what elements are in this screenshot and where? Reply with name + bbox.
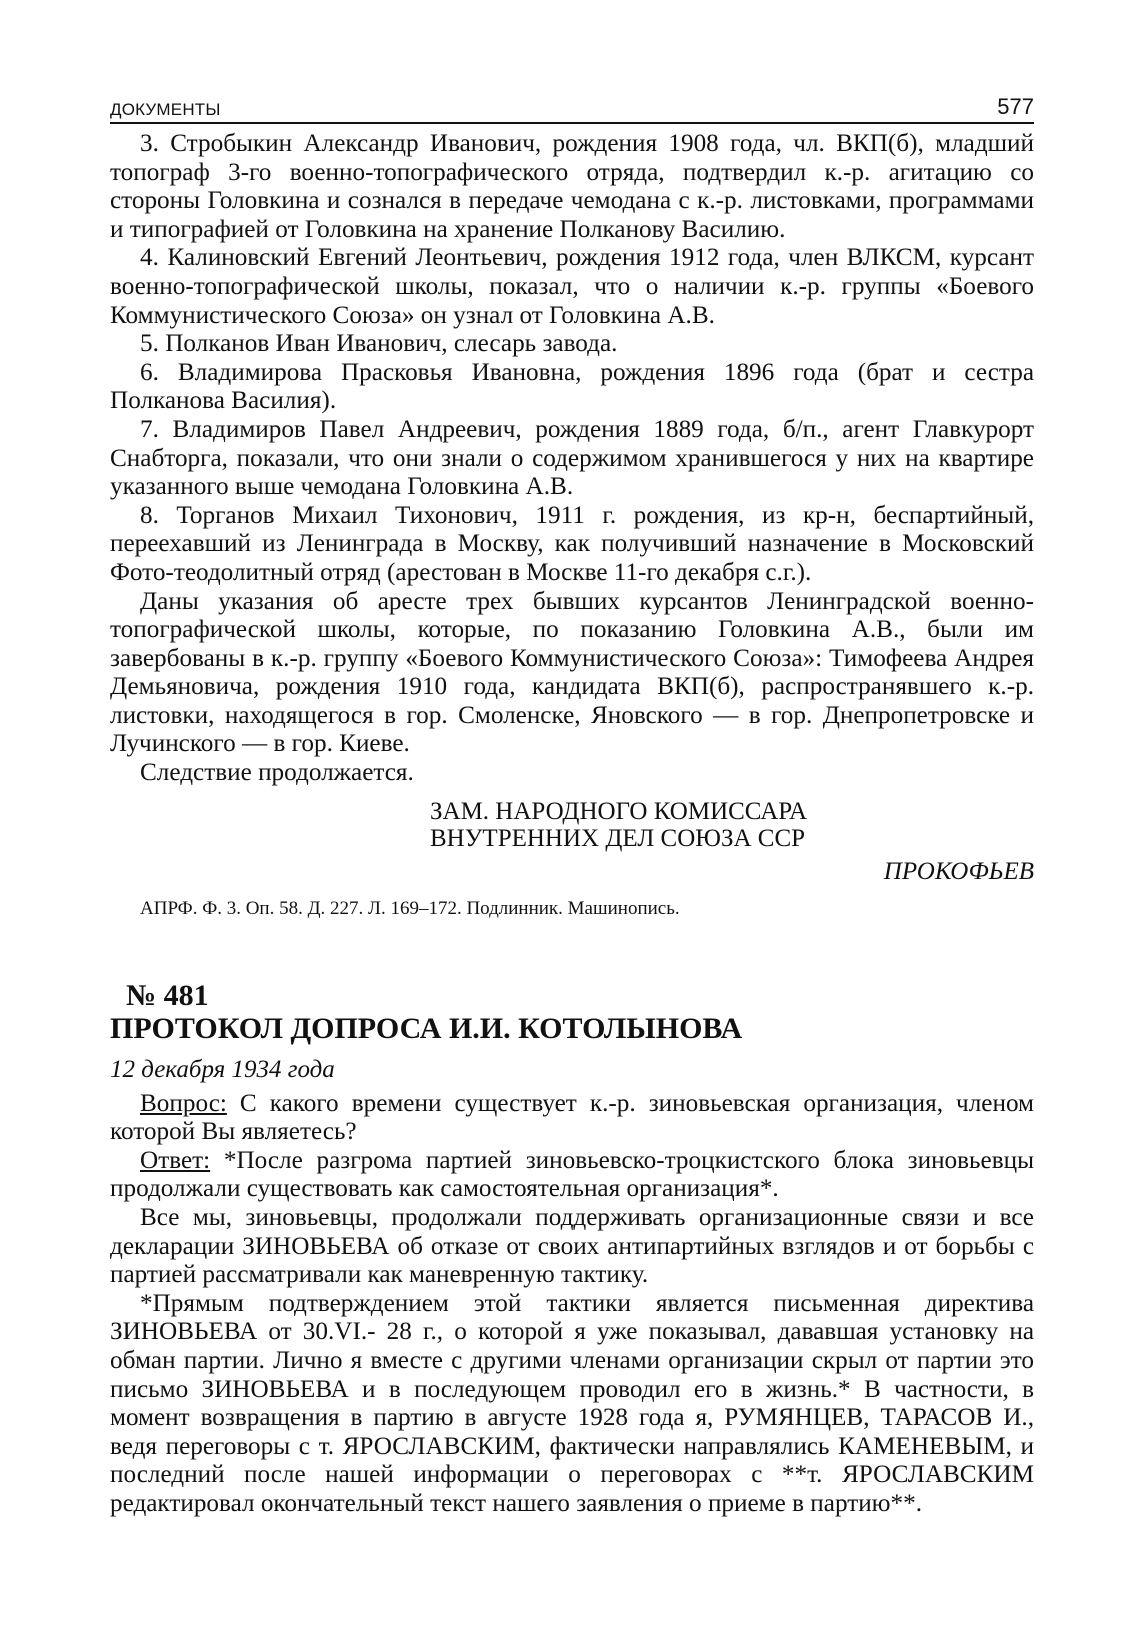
document-title: ПРОТОКОЛ ДОПРОСА И.И. КОТОЛЫНОВА [110,1011,743,1045]
paragraph: *Прямым подтверждением этой тактики является письменная директива ЗИНОВЬЕВА от 30.VI.- 28 г., о которой я уже показывал, дававшая установку на обман партии. Лично я вместе с другими членами организации скрыл от партии это письмо ЗИНОВЬЕВА и в последующем проводил его в жизнь.* В частности, в момент возвращения в партию в августе 1928 года я, РУМЯНЦЕВ, ТАРАСОВ И., ведя переговоры с т. ЯРОСЛАВСКИМ, фактически направлялись КАМЕНЕВЫМ, и последний после нашей информации о переговорах с **т. ЯРОСЛАВСКИМ редактировал окончательный текст нашего заявления о приеме в партию**. [110,1289,1034,1517]
running-head-section: ДОКУМЕНТЫ [110,100,221,119]
archive-reference: АПРФ. Ф. 3. Оп. 58. Д. 227. Л. 169–172. Подлинник. Машинопись. [140,897,680,919]
previous-document-body [110,130,1034,788]
document-date: 12 декабря 1934 года [110,1055,335,1083]
answer-label: Ответ: [140,1146,211,1174]
paragraph: 8. Торганов Михаил Тихонович, 1911 г. рождения, из кр-н, беспартийный, переехавший из Ленинграда в Москву, как получивший назначение в Московский Фото-теодолитный отряд (арестован в Москве 11-го декабря с.г.). [110,501,1034,586]
page-number: 577 [997,94,1034,119]
question-label: Вопрос: [140,1089,227,1117]
paragraph: 7. Владимиров Павел Андреевич, рождения 1889 года, б/п., агент Главкурорт Снабторга, показали, что они знали о содержимом хранившегося у них на квартире указанного выше чемодана Головкина А.В. [110,415,1034,501]
paragraph: 4. Калиновский Евгений Леонтьевич, рождения 1912 года, член ВЛКСМ, курсант военно-топографической школы, показал, что о наличии к.-р. группы «Боевого Коммунистического Союза» он узнал от Головкина А.В. [110,244,1034,329]
question-text: С какого времени существует к.-р. зиновьевская организация, членом которой Вы являетесь? [110,1089,1034,1146]
question [110,1090,1034,1147]
signature-title [110,798,1034,852]
signature-name: ПРОКОФЬЕВ [883,857,1034,885]
paragraph: Следствие продолжается. [140,759,414,787]
running-head [110,92,1034,124]
signature-title-line: ВНУТРЕННИХ ДЕЛ СОЮЗА ССР [430,824,806,852]
signature-title-line: ЗАМ. НАРОДНОГО КОМИССАРА [430,797,808,825]
paragraph: 5. Полканов Иван Иванович, слесарь завода. [140,330,618,358]
paragraph: 3. Стробыкин Александр Иванович, рождения 1908 года, чл. ВКП(б), младший топограф 3-го военно-топографического отряда, подтвердил к.-р. агитацию со стороны Головкина и сознался в передаче чемодана с к.-р. листовками, программами и типографией от Головкина на хранение Полканову Василию. [110,130,1034,243]
answer-text: *После разгрома партией зиновьевско-троцкистского блока зиновьевцы продолжали существовать как самостоятельная организация*. [110,1146,1034,1203]
paragraph: Все мы, зиновьевцы, продолжали поддерживать организационные связи и все декларации ЗИНОВЬЕВА об отказе от своих антипартийных взглядов и от борьбы с партией рассматривали как маневренную тактику. [110,1204,1034,1289]
document-number: № 481 [126,978,209,1012]
document-page [110,92,1034,1519]
document-body [110,1090,1034,1519]
paragraph: 6. Владимирова Прасковья Ивановна, рождения 1896 года (брат и сестра Полканова Василия). [110,358,1034,415]
paragraph: Даны указания об аресте трех бывших курсантов Ленинградской военно-топографической школы, которые, по показанию Головкина А.В., были им завербованы в к.-р. группу «Боевого Коммунистического Союза»: Тимофеева Андрея Демьяновича, рождения 1910 года, кандидата ВКП(б), распространявшего к.-р. листовки, находящегося в гор. Смоленске, Яновского — в гор. Днепропетровске и Лучинского — в гор. Киеве. [110,587,1034,758]
answer [110,1147,1034,1204]
